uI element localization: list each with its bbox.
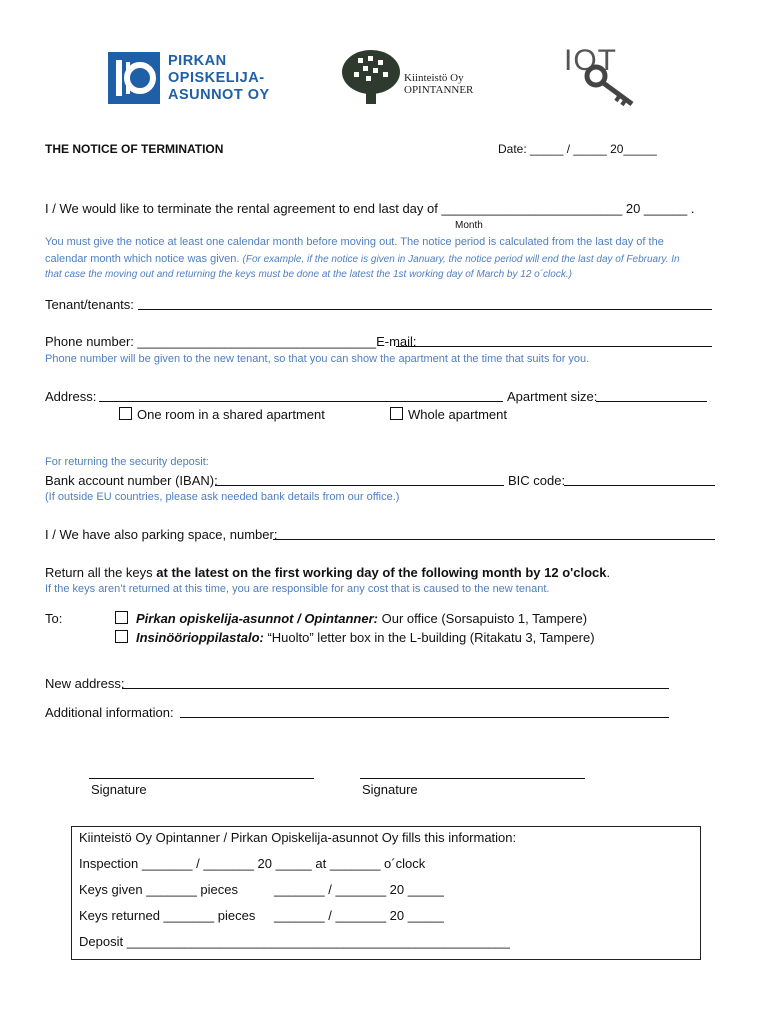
notice-text-1: You must give the notice at least one calendar month before moving out. The notice period is calculated from the last day of the [45,236,664,248]
pirkan-logo-line1: PIRKAN [168,53,227,69]
key-icon [562,48,640,108]
opintanner-logo-line1: Kiinteistö Oy [404,72,464,84]
opintanner-logo-text [404,72,473,96]
apartment-size-label: Apartment size: [507,389,598,404]
iot-logo-text: IOT [564,44,617,77]
option-whole-apartment[interactable] [390,407,507,422]
signature-label-1: Signature [91,782,147,797]
option-shared-room-label: One room in a shared apartment [137,407,325,422]
notice-text-2-plain: calendar month which notice was given. [45,253,240,265]
iot-logo [562,44,642,108]
checkbox-whole-apartment[interactable] [390,407,403,420]
tenants-label: Tenant/tenants: [45,297,134,312]
option-whole-apartment-label: Whole apartment [408,407,507,422]
checkbox-letterbox[interactable] [115,630,128,643]
keys-option-office-bold: Pirkan opiskelija-asunnot / Opintanner: [136,611,378,626]
phone-label[interactable]: Phone number: _________________________________E-mail: [45,334,417,349]
opintanner-logo-line2: OPINTANNER [404,84,474,96]
tenants-field[interactable] [138,309,712,310]
additional-info-field[interactable] [180,717,669,718]
keys-option-letterbox-rest: “Huolto” letter box in the L-building (Ritakatu 3, Tampere) [263,630,595,645]
keys-option-office-rest: Our office (Sorsapuisto 1, Tampere) [378,611,588,626]
address-field[interactable] [99,401,503,402]
keys-return-text [45,565,610,580]
iban-field[interactable] [215,485,504,486]
keys-return-deadline: at the latest on the first working day of the following month by 12 o'clock [156,565,607,580]
email-field[interactable] [396,346,712,347]
additional-info-label: Additional information: [45,705,174,720]
office-inspection[interactable]: Inspection _______ / _______ 20 _____ at _______ o´clock [79,856,426,871]
parking-label: I / We have also parking space, number: [45,527,278,542]
keys-option-letterbox-bold: Insinöörioppilastalo: [136,630,264,645]
opintanner-logo [340,48,490,108]
pirkan-logo-line3: ASUNNOT OY [168,87,270,103]
date-field[interactable]: Date: _____ / _____ 20_____ [498,142,657,156]
parking-field[interactable] [273,539,715,540]
apartment-size-field[interactable] [596,401,707,402]
pirkan-logo-line2: OPISKELIJA- [168,70,265,86]
checkbox-office[interactable] [115,611,128,624]
keys-return-prefix: Return all the keys [45,565,157,580]
address-label: Address: [45,389,97,404]
month-label: Month [455,220,483,231]
deposit-note: (If outside EU countries, please ask needed bank details from our office.) [45,491,400,503]
option-shared-room[interactable] [119,407,325,422]
tree-icon [340,48,402,106]
signature-line-1[interactable] [89,778,314,779]
notice-text-2 [45,253,680,265]
new-address-label: New address: [45,676,125,691]
iban-label: Bank account number (IBAN): [45,473,218,488]
signature-label-2: Signature [362,782,418,797]
signature-line-2[interactable] [360,778,585,779]
office-keys-given-date[interactable]: _______ / _______ 20 _____ [274,882,444,897]
keys-note: If the keys aren’t returned at this time, you are responsible for any cost that is caused to the new tenant. [45,583,550,595]
checkbox-shared-room[interactable] [119,407,132,420]
office-keys-returned-date[interactable]: _______ / _______ 20 _____ [274,908,444,923]
keys-return-suffix: . [606,565,611,580]
office-keys-returned[interactable]: Keys returned _______ pieces [79,908,256,923]
page-title: THE NOTICE OF TERMINATION [45,142,224,156]
bic-label: BIC code: [508,473,566,488]
deposit-heading: For returning the security deposit: [45,456,209,468]
termination-line[interactable]: I / We would like to terminate the rental agreement to end last day of _________________________ 20 ______ . [45,201,695,216]
office-deposit[interactable]: Deposit _____________________________________________________ [79,934,510,949]
new-address-field[interactable] [122,688,669,689]
pirkan-logo [108,52,283,104]
notice-text-3: that case the moving out and returning the keys must be done at the latest the 1st working day of March by 12 o´clock.) [45,269,572,280]
phone-note: Phone number will be given to the new tenant, so that you can show the apartment at the time that suits for you. [45,353,590,365]
office-box-title: Kiinteistö Oy Opintanner / Pirkan Opiskelija-asunnot Oy fills this information: [79,830,517,845]
pirkan-logo-text [168,53,270,104]
keys-to-label: To: [45,611,63,626]
pirkan-logo-mark [108,52,160,104]
keys-option-office[interactable] [115,611,587,626]
office-keys-given[interactable]: Keys given _______ pieces [79,882,239,897]
bic-field[interactable] [564,485,715,486]
keys-option-letterbox[interactable] [115,630,595,645]
notice-text-2-italic: (For example, if the notice is given in January, the notice period will end the last day of February. In [242,254,680,265]
